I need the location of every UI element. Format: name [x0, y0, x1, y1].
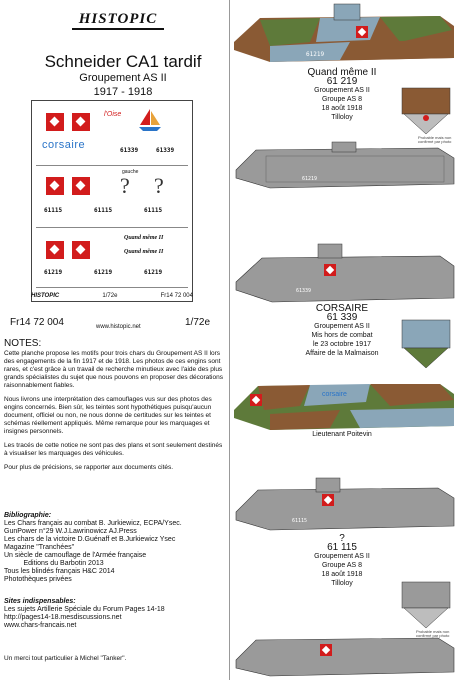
number-decal: 61339 [120, 147, 139, 154]
page-title: Schneider CA1 tardif [44, 52, 202, 71]
decal-row-1 [46, 113, 90, 131]
sheet-footer-scale: 1/72e [102, 293, 118, 299]
number-decal: 61339 [156, 147, 175, 154]
notes-paragraph: Les tracés de cette notice ne sont pas des plans et sont seulement destinés à visualiser les marquages des véhicules. [4, 442, 223, 457]
right-column [230, 0, 460, 680]
page-subtitle: Groupement AS II [79, 72, 167, 84]
sites-link[interactable]: http://pages14-18.mesdiscussions.net [4, 614, 122, 621]
notes-section [4, 340, 226, 478]
histopic-logo: HISTOPIC [72, 12, 164, 30]
bibliography-line: Un siècle de camouflage de l'Armée française [4, 552, 147, 559]
number-decal: 61219 [44, 269, 63, 276]
question-mark-decal: ? [154, 173, 164, 198]
loise-decal: l'Oise [104, 111, 122, 118]
number-decal: 61115 [94, 207, 113, 214]
tank-3-hatch-note: Probable mais non confirmé par photo [416, 629, 450, 638]
bibliography-line: Magazine "Tranchées" [4, 544, 75, 551]
white-diamond-decal [46, 177, 64, 195]
number-decal: 61219 [144, 269, 163, 276]
tank-corsaire-grey [232, 242, 458, 304]
tank-2-status: Mis hors de combat [311, 332, 373, 339]
tank-3-group: Groupe AS 8 [321, 562, 363, 569]
white-diamond-decal [72, 241, 90, 259]
tank-3-caption [282, 534, 402, 588]
number-decal: 61115 [44, 207, 63, 214]
page-years: 1917 - 1918 [93, 86, 153, 98]
bibliography-section [4, 512, 226, 584]
tank-1-group: Groupe AS 8 [321, 96, 363, 103]
tank-3-place: Tilloloy [331, 580, 353, 587]
tank-unknown-grey-2 [232, 630, 458, 678]
notes-paragraph: Nous livrons une interprétation des camouflages vus sur des photos des engins concernés. Bien sûr, les teintes sont hypothétiques puisqu'aucun document, officiel ou non, ne nous donne de certitudes sur les teintes et schémas réellement appliqués. Même remarque pour les marquages et insignes personnels. [4, 396, 212, 435]
number-decal: 61115 [144, 207, 163, 214]
bibliography-line: Editions du Barbotin 2013 [4, 560, 104, 567]
notes-paragraph: Pour plus de précisions, se rapporter aux documents cités. [4, 464, 174, 471]
tank-2-unit: Groupement AS II [314, 323, 370, 330]
product-reference: Fr14 72 004 [10, 317, 64, 328]
corsaire-decal: corsaire [42, 139, 86, 151]
tank-1-hatch-note: Probable mais non confirmé par photo [418, 135, 452, 144]
website-link[interactable]: www.histopic.net [96, 324, 141, 330]
tank-3-front-view [398, 578, 454, 630]
bibliography-line: Photothèques privées [4, 576, 72, 583]
left-column [0, 0, 229, 680]
sites-line: Les sujets Artillerie Spéciale du Forum Pages 14-18 [4, 606, 165, 613]
notes-paragraph: Cette planche propose les motifs pour trois chars du Groupement AS II lors des engagements de la fin 1917 et de 1918. Les photos de ces engins sont rares, et c'est grâce à un travail de recherche minutieux avec l'aide des plus grands spécialistes du sujet que nous pouvons en proposer des décorations raisonnablement fiables. [4, 350, 223, 389]
notes-heading: NOTES: [4, 338, 42, 349]
thanks-note: Un merci tout particulier à Michel "Tanker". [4, 655, 127, 662]
tank-3-unit: Groupement AS II [314, 553, 370, 560]
bibliography-heading: Bibliographie: [4, 512, 52, 519]
white-diamond-decal [46, 241, 64, 259]
decal-sheet [31, 100, 193, 302]
svg-text:corsaire: corsaire [322, 391, 347, 398]
quand-meme-decal: Quand même II [124, 249, 164, 255]
tank-corsaire-camo [230, 370, 460, 432]
tank-2-name: CORSAIRE [315, 303, 369, 314]
bibliography-line: Les Chars français au combat B. Jurkiewicz, ECPA/Ysec. [4, 520, 182, 527]
sheet-divider [36, 165, 188, 166]
question-mark-decal: ? [120, 173, 130, 198]
svg-text:61219: 61219 [306, 51, 325, 58]
tank-1-unit: Groupement AS II [314, 87, 370, 94]
tank-1-date: 18 août 1918 [321, 105, 363, 112]
sites-section [4, 598, 226, 630]
tank-quand-meme-grey [232, 140, 458, 192]
decal-row-2 [46, 177, 90, 195]
white-diamond-decal [72, 177, 90, 195]
tank-2-caption [282, 304, 402, 358]
sheet-footer-logo: HISTOPIC [31, 293, 60, 299]
tank-1-place: Tilloloy [331, 114, 353, 121]
tank-1-number: 61 219 [326, 76, 358, 87]
svg-text:61339: 61339 [296, 288, 312, 294]
bibliography-line: Tous les blindés français H&C 2014 [4, 568, 115, 575]
tank-3-date: 18 août 1918 [321, 571, 363, 578]
gauche-label: gauche [122, 169, 139, 175]
tank-2-place: Affaire de la Malmaison [305, 350, 379, 357]
bibliography-line: GunPower n°29 W.J.Lawrinowicz AJ.Press [4, 528, 137, 535]
product-scale: 1/72e [185, 317, 211, 328]
number-decal: 61219 [94, 269, 113, 276]
tank-2-date: le 23 octobre 1917 [313, 341, 371, 348]
tank-3-name: ? [339, 533, 345, 544]
tank-quand-meme-camo [230, 2, 460, 72]
tank-2-front-view [398, 316, 454, 372]
svg-text:61115: 61115 [292, 518, 308, 524]
sites-heading: Sites indispensables: [4, 598, 76, 605]
sheet-divider [36, 287, 188, 288]
white-diamond-decal [46, 113, 64, 131]
tank-3-number: 61 115 [327, 542, 357, 553]
tank-1-caption [282, 68, 402, 122]
tank-2-number: 61 339 [326, 312, 358, 323]
sheet-footer-ref: Fr14 72 004 [160, 293, 193, 299]
tank-2-crew: Lieutenant Poitevin [312, 431, 372, 438]
sheet-footer [31, 293, 193, 299]
sites-link[interactable]: www.chars-francais.net [4, 622, 77, 629]
sailboat-icon [136, 107, 164, 133]
tank-1-front-view [398, 84, 454, 136]
tank-1-name: Quand même II [307, 67, 377, 78]
sheet-divider [36, 227, 188, 228]
white-diamond-decal [72, 113, 90, 131]
quand-meme-decal: Quand même II [124, 235, 164, 241]
bibliography-line: Les chars de la victoire D.Guénaff et B.Jurkiewicz Ysec [4, 536, 176, 543]
decal-row-3 [46, 241, 90, 259]
svg-text:61219: 61219 [302, 176, 318, 182]
tank-unknown-grey [232, 476, 458, 532]
